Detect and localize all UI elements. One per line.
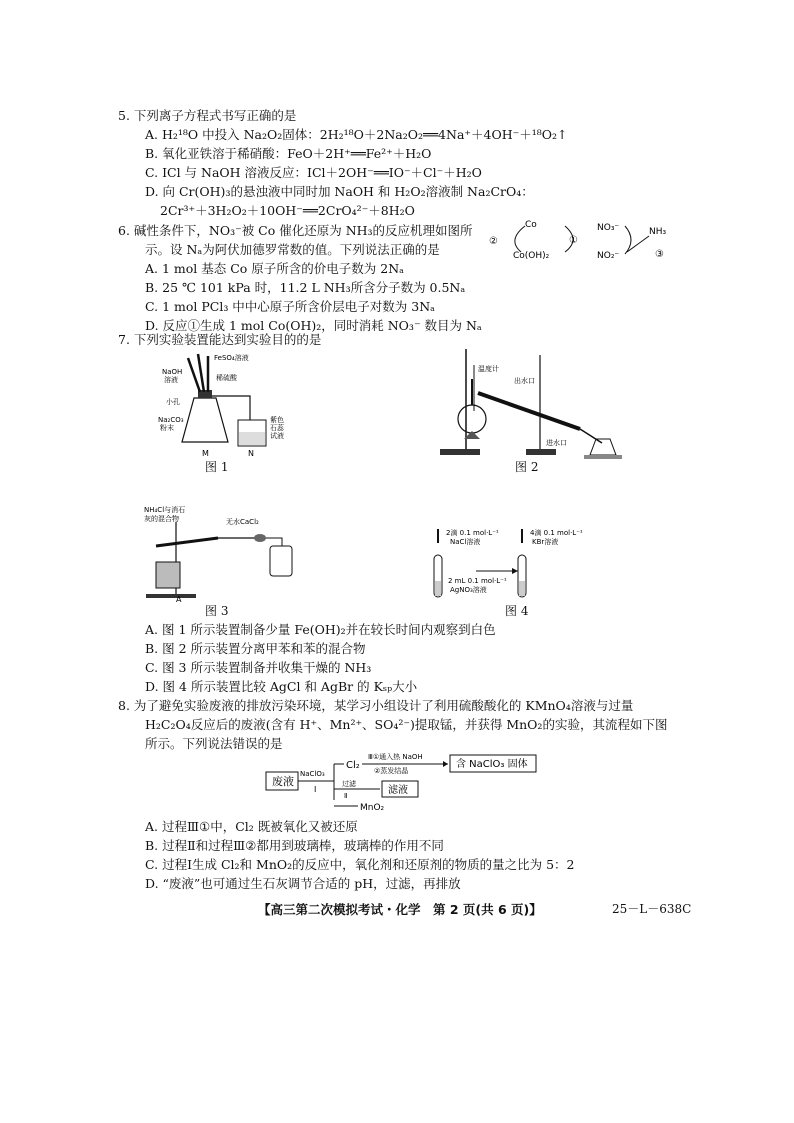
flask-m (182, 398, 228, 442)
q5-option-d-equation: 2Cr³⁺＋3H₂O₂＋10OH⁻══2CrO₄²⁻＋8H₂O (160, 203, 415, 218)
waste-label: 废液 (272, 775, 294, 788)
litmus-label-2: 石蕊 (270, 424, 284, 432)
q7-option-d: D. 图 4 所示装置比较 AgCl 和 AgBr 的 Kₛₚ大小 (145, 679, 418, 694)
litmus-label-3: 试液 (270, 432, 284, 440)
q8-stem-line1: 8. 为了避免实验废液的排放污染环境，某学习小组设计了利用硫酸酸化的 KMnO₄溶液与过量 (118, 698, 634, 713)
kbr-label-1: 4滴 0.1 mol·L⁻¹ (530, 529, 583, 537)
naclo3-label: NaClO₃ (300, 770, 325, 778)
q6-option-c: C. 1 mol PCl₃ 中中心原子所含价层电子对数为 3Nₐ (145, 299, 435, 314)
step3-arrowhead (443, 761, 448, 767)
figure-3-caption: 图 3 (205, 604, 229, 618)
q8-option-b: B. 过程Ⅱ和过程Ⅲ②都用到玻璃棒，玻璃棒的作用不同 (145, 838, 444, 853)
hole-label: 小孔 (166, 398, 180, 406)
powder-label: 粉末 (160, 424, 174, 432)
q6-stem-line2: 示。设 Nₐ为阿伏加德罗常数的值。下列说法正确的是 (145, 242, 440, 257)
step1-label: Ⅰ (314, 785, 317, 794)
step2-label: Ⅱ (344, 792, 348, 800)
figure-2-caption: 图 2 (515, 460, 539, 474)
page-footer: 【高三第二次模拟考试・化学 第 2 页(共 6 页)】 (258, 902, 542, 917)
agno3-label-2: AgNO₃溶液 (450, 586, 487, 594)
receiver-flask (590, 439, 616, 455)
q8-stem-line2: H₂C₂O₄反应后的废液(含有 H⁺、Mn²⁺、SO₄²⁻)提取锰，并获得 MnO₂的实验，其流程如下图 (145, 717, 668, 732)
product-label: 含 NaClO₃ 固体 (456, 759, 528, 770)
collection-bottle (270, 546, 292, 576)
q8-stem-line3: 所示。下列说法错误的是 (145, 736, 283, 751)
q7-option-c: C. 图 3 所示装置制备并收集干燥的 NH₃ (145, 660, 372, 675)
q5-option-b: B. 氧化亚铁溶于稀硝酸：FeO＋2H⁺══Fe²⁺＋H₂O (145, 146, 432, 161)
test-tube (156, 538, 218, 546)
litmus-liquid (239, 432, 265, 445)
stand-base-2 (526, 449, 556, 455)
figure-4-caption: 图 4 (505, 604, 529, 618)
q6-mechanism-diagram (485, 214, 685, 270)
q8-flowchart (262, 752, 552, 814)
receiver-base (584, 455, 622, 459)
figure-1-caption: 图 1 (205, 460, 229, 474)
cacl2-label: 无水CaCl₂ (226, 518, 259, 526)
nacl-label-2: NaCl溶液 (450, 538, 481, 546)
mno2-label: MnO₂ (360, 803, 385, 813)
distilling-flask (458, 405, 486, 433)
outlet-label: 出水口 (514, 377, 535, 385)
cl2-label: Cl₂ (346, 760, 360, 771)
tube-1-liquid (435, 581, 441, 596)
q5-stem: 5. 下列离子方程式书写正确的是 (118, 108, 297, 123)
q7-option-b: B. 图 2 所示装置分离甲苯和苯的混合物 (145, 641, 366, 656)
litmus-label-1: 紫色 (270, 416, 284, 424)
figure-1 (142, 350, 292, 460)
q6-stem-line1: 6. 碱性条件下，NO₃⁻被 Co 催化还原为 NH₃的反应机理如图所 (118, 223, 473, 238)
kbr-label-2: KBr溶液 (532, 538, 559, 546)
filter-label: 过滤 (342, 780, 356, 788)
figure-4 (432, 525, 602, 603)
a-label: A (176, 595, 182, 602)
nacl-label-1: 2滴 0.1 mol·L⁻¹ (446, 529, 499, 537)
arrowhead (512, 568, 518, 574)
stand-base (146, 594, 196, 598)
q6-option-a: A. 1 mol 基态 Co 原子所含的价电子数为 2Nₐ (145, 261, 404, 276)
m-label: M (202, 449, 209, 458)
nh3-label: NH₃ (649, 227, 667, 237)
q6-option-b: B. 25 ℃ 101 kPa 时，11.2 L NH₃所含分子数为 0.5Nₐ (145, 280, 466, 295)
inlet-label: 进水口 (546, 439, 567, 447)
adapter (580, 429, 602, 443)
h2so4-label: 稀硫酸 (216, 374, 237, 382)
co-label: Co (525, 220, 537, 230)
cycle-left-arc (515, 226, 525, 252)
step3-label-a: Ⅲ①通入热 NaOH (368, 753, 423, 761)
step1-label: ① (569, 235, 578, 246)
agno3-label-1: 2 mL 0.1 mol·L⁻¹ (448, 577, 507, 585)
step3-label: ③ (655, 249, 664, 260)
naoh-label-2: 溶液 (164, 376, 178, 384)
figure-3 (142, 502, 302, 602)
q5-option-a: A. H₂¹⁸O 中投入 Na₂O₂固体：2H₂¹⁸O＋2Na₂O₂══4Na⁺＋4OH⁻＋¹⁸O₂↑ (145, 127, 568, 142)
q7-option-a: A. 图 1 所示装置制备少量 Fe(OH)₂并在较长时间内观察到白色 (145, 622, 496, 637)
paper-code: 25－L－638C (612, 902, 692, 916)
q7-stem: 7. 下列实验装置能达到实验目的的是 (118, 332, 322, 347)
tube-2-liquid (519, 581, 525, 596)
feso4-label: FeSO₄溶液 (214, 354, 249, 362)
lamp (156, 562, 180, 588)
q5-option-c: C. ICl 与 NaOH 溶液反应：ICl＋2OH⁻══IO⁻＋Cl⁻＋H₂O (145, 165, 482, 180)
n-label: N (248, 449, 254, 458)
outlet-tube (266, 538, 282, 546)
q5-option-d: D. 向 Cr(OH)₃的悬浊液中同时加 NaOH 和 H₂O₂溶液制 Na₂CrO₄： (145, 184, 534, 199)
no2-label: NO₂⁻ (597, 251, 620, 261)
mix-label-1: NH₄Cl与消石 (144, 506, 186, 514)
q8-option-d: D. “废液”也可通过生石灰调节合适的 pH，过滤，再排放 (145, 876, 461, 891)
q8-option-c: C. 过程Ⅰ生成 Cl₂和 MnO₂的反应中，氧化剂和还原剂的物质的量之比为 5：2 (145, 857, 575, 872)
thermometer-label: 温度计 (478, 365, 499, 373)
no3-label: NO₃⁻ (597, 223, 620, 233)
drying-tube (254, 534, 266, 542)
q8-option-a: A. 过程Ⅲ①中，Cl₂ 既被氧化又被还原 (145, 819, 358, 834)
step3-label-b: ②蒸发结晶 (374, 767, 409, 775)
condenser (478, 393, 580, 429)
cooh2-label: Co(OH)₂ (513, 251, 550, 261)
step2-label: ② (489, 236, 498, 247)
delivery-tube (212, 396, 250, 420)
stand-base (440, 449, 480, 455)
filtrate-label: 滤液 (388, 785, 408, 796)
mix-label-2: 灰的混合物 (144, 515, 179, 523)
na2co3-label: Na₂CO₃ (158, 416, 184, 424)
q6-option-d: D. 反应①生成 1 mol Co(OH)₂，同时消耗 NO₃⁻ 数目为 Nₐ (145, 318, 482, 333)
naoh-label: NaOH (162, 368, 183, 376)
figure-2 (430, 345, 630, 460)
